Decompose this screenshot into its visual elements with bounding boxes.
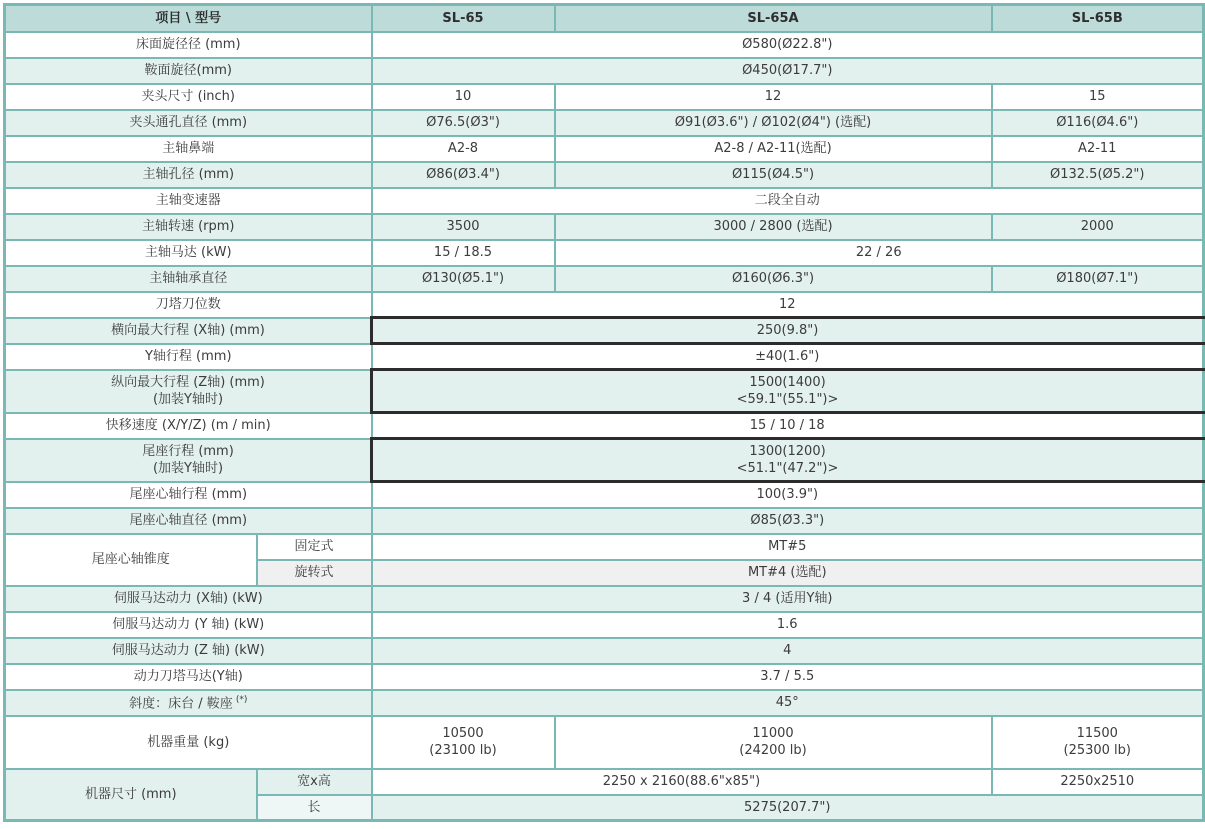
cell-value: 12 [764, 89, 782, 104]
row-label: 床面旋径径 (mm) [135, 37, 241, 52]
spec-value-cell [372, 370, 1204, 413]
spec-value-cell [555, 110, 992, 136]
row-label: 尾座行程 (mm) [142, 444, 234, 459]
spec-label-cell [5, 266, 372, 292]
cell-value: 100(3.9") [756, 487, 819, 503]
spec-value-cell [555, 266, 992, 292]
cell-value: Ø115(Ø4.5") [731, 167, 815, 182]
cell-value: 4 [783, 643, 792, 658]
spec-label-cell [5, 162, 372, 188]
cell-value: 2250x2510 [1060, 774, 1135, 789]
spec-label-cell [5, 110, 372, 136]
spec-value-cell [372, 188, 1204, 214]
table-row [5, 716, 1204, 769]
spec-value-cell [555, 84, 992, 110]
spec-label-cell [5, 136, 372, 162]
row-label: 刀塔刀位数 [155, 297, 221, 312]
table-row [5, 344, 1204, 370]
row-label: 主轴转速 (rpm) [141, 219, 235, 234]
row-sublabel: 固定式 [294, 539, 334, 554]
spec-group-cell [5, 769, 257, 821]
cell-value: 1300(1200) [749, 444, 826, 459]
table-row [5, 214, 1204, 240]
cell-value-line2: <59.1"(55.1")> [736, 392, 839, 407]
spec-value-cell [372, 266, 555, 292]
cell-value: A2-11 [1078, 141, 1117, 156]
spec-table [3, 3, 1205, 822]
table-row [5, 612, 1204, 638]
spec-value-cell [992, 110, 1204, 136]
row-label: 伺服马达动力 (X轴) (kW) [113, 591, 263, 606]
spec-value-cell [992, 84, 1204, 110]
spec-value-cell [372, 344, 1204, 370]
spec-value-cell [372, 534, 1204, 560]
cell-value-line2: (25300 lb) [1063, 743, 1131, 758]
spec-value-cell [372, 664, 1204, 690]
header-model-sl65a [555, 5, 992, 32]
spec-value-cell [372, 508, 1204, 534]
table-row [5, 318, 1204, 344]
table-row [5, 534, 1204, 560]
cell-value: Ø180(Ø7.1") [1056, 271, 1139, 286]
cell-value: 10 [454, 89, 472, 104]
spec-label-cell [5, 188, 372, 214]
spec-value-cell [555, 162, 992, 188]
cell-value: Ø116(Ø4.6") [1056, 115, 1139, 130]
row-label: 动力刀塔马达(Y轴) [133, 669, 243, 684]
cell-value: Ø86(Ø3.4") [426, 167, 500, 182]
spec-value-cell [372, 612, 1204, 638]
row-label-line2: (加装Y轴时) [152, 461, 224, 476]
header-corner-label: 项目 \ 型号 [155, 10, 222, 26]
cell-value: 3.7 / 5.5 [760, 669, 815, 684]
spec-value-cell [372, 58, 1204, 84]
spec-label-cell [5, 690, 372, 716]
spec-label-cell [5, 370, 372, 413]
spec-value-cell [372, 795, 1204, 821]
spec-label-cell [5, 58, 372, 84]
cell-value: 250(9.8") [756, 323, 819, 338]
spec-label-cell [5, 638, 372, 664]
spec-value-cell [372, 136, 555, 162]
table-row [5, 439, 1204, 482]
table-row [5, 690, 1204, 716]
table-row [5, 638, 1204, 664]
table-row [5, 240, 1204, 266]
spec-label-cell [5, 240, 372, 266]
cell-value: MT#4 (选配) [747, 565, 827, 580]
row-label: Y轴行程 (mm) [144, 349, 232, 364]
row-sublabel: 旋转式 [294, 565, 334, 580]
cell-value: 15 / 18.5 [433, 245, 493, 260]
spec-label-cell [5, 344, 372, 370]
spec-value-cell [992, 266, 1204, 292]
row-label: 斜度：床台 / 鞍座 [129, 696, 233, 712]
table-row [5, 32, 1204, 58]
spec-label-cell [5, 32, 372, 58]
row-label: 伺服马达动力 (Y 轴) (kW) [112, 617, 265, 632]
cell-value: Ø160(Ø6.3") [731, 271, 815, 286]
spec-sublabel-cell [257, 769, 372, 795]
spec-value-cell [992, 769, 1204, 795]
spec-value-cell [992, 162, 1204, 188]
spec-label-cell [5, 612, 372, 638]
spec-value-cell [372, 84, 555, 110]
cell-value: 1.6 [776, 617, 798, 632]
cell-value: 3500 [446, 219, 480, 234]
cell-value: Ø76.5(Ø3") [426, 115, 500, 130]
spec-value-cell [372, 32, 1204, 58]
table-row [5, 413, 1204, 439]
cell-value: 15 [1088, 89, 1106, 104]
cell-value: 10500 [442, 726, 484, 741]
spec-value-cell [372, 560, 1204, 586]
footnote-marker: (*) [235, 695, 248, 706]
table-row [5, 586, 1204, 612]
row-sublabel: 宽x高 [297, 774, 331, 789]
table-row [5, 58, 1204, 84]
spec-label-cell [5, 413, 372, 439]
spec-value-cell [372, 162, 555, 188]
table-row [5, 292, 1204, 318]
header-model-label: SL-65B [1071, 10, 1123, 26]
spec-value-cell [992, 136, 1204, 162]
header-model-label: SL-65A [747, 10, 799, 26]
spec-value-cell [555, 240, 1204, 266]
spec-value-cell [372, 769, 992, 795]
spec-label-cell [5, 292, 372, 318]
cell-value: 1500(1400) [749, 375, 826, 390]
cell-value: Ø132.5(Ø5.2") [1050, 167, 1145, 182]
cell-value: 11500 [1076, 726, 1118, 741]
spec-value-cell [372, 110, 555, 136]
row-label: 主轴孔径 (mm) [142, 167, 235, 182]
table-row [5, 136, 1204, 162]
cell-value-line2: <51.1"(47.2")> [736, 461, 839, 476]
spec-value-cell [372, 586, 1204, 612]
spec-value-cell [372, 240, 555, 266]
cell-value: 二段全自动 [754, 193, 820, 208]
spec-label-cell [5, 482, 372, 508]
cell-value: ±40(1.6") [755, 349, 820, 364]
spec-value-cell [372, 638, 1204, 664]
cell-value: 12 [778, 296, 796, 312]
spec-value-cell [372, 292, 1204, 318]
spec-sublabel-cell [257, 534, 372, 560]
header-model-sl65 [372, 5, 555, 32]
spec-value-cell [555, 716, 992, 769]
table-row [5, 84, 1204, 110]
table-row [5, 769, 1204, 795]
spec-value-cell [372, 439, 1204, 482]
spec-value-cell [555, 214, 992, 240]
spec-value-cell [992, 716, 1204, 769]
header-corner-cell [5, 5, 372, 32]
table-row [5, 370, 1204, 413]
spec-label-cell [5, 439, 372, 482]
cell-value: 15 / 10 / 18 [749, 418, 825, 433]
row-label: 尾座心轴直径 (mm) [129, 513, 248, 528]
cell-value: Ø130(Ø5.1") [421, 271, 505, 286]
table-row [5, 162, 1204, 188]
spec-label-cell [5, 664, 372, 690]
spec-value-cell [372, 482, 1204, 508]
row-label: 主轴变速器 [155, 193, 221, 208]
spec-value-cell [372, 318, 1204, 344]
spec-sublabel-cell [257, 560, 372, 586]
table-row [5, 482, 1204, 508]
row-label: 主轴轴承直径 [149, 271, 228, 286]
spec-sublabel-cell [257, 795, 372, 821]
row-label: 主轴鼻端 [162, 141, 215, 156]
row-label: 夹头通孔直径 (mm) [129, 115, 248, 130]
row-label: 机器重量 (kg) [147, 734, 230, 750]
cell-value: 2250 x 2160(88.6"x85") [602, 774, 761, 789]
row-group-label: 尾座心轴锥度 [91, 552, 170, 567]
header-model-label: SL-65 [442, 10, 484, 26]
row-label: 横向最大行程 (X轴) (mm) [111, 323, 265, 338]
row-group-label: 机器尺寸 (mm) [84, 786, 177, 802]
table-header-row [5, 5, 1204, 32]
cell-value: Ø91(Ø3.6") / Ø102(Ø4") (选配) [674, 115, 872, 130]
cell-value: 11000 [752, 726, 794, 741]
spec-label-cell [5, 716, 372, 769]
cell-value: 2000 [1080, 219, 1114, 234]
row-label: 夹头尺寸 (inch) [141, 89, 235, 104]
table-row [5, 110, 1204, 136]
cell-value: Ø580(Ø22.8") [742, 37, 833, 52]
cell-value: A2-8 [447, 141, 479, 156]
row-sublabel: 长 [307, 799, 321, 815]
spec-label-cell [5, 318, 372, 344]
spec-value-cell [992, 214, 1204, 240]
row-label: 伺服马达动力 (Z 轴) (kW) [111, 643, 265, 658]
spec-label-cell [5, 214, 372, 240]
row-label: 尾座心轴行程 (mm) [129, 487, 248, 502]
spec-label-cell [5, 508, 372, 534]
row-label: 主轴马达 (kW) [144, 245, 232, 260]
spec-value-cell [372, 690, 1204, 716]
cell-value: Ø85(Ø3.3") [750, 513, 825, 528]
cell-value: 3000 / 2800 (选配) [713, 219, 833, 234]
spec-value-cell [372, 413, 1204, 439]
spec-value-cell [372, 716, 555, 769]
table-row [5, 508, 1204, 534]
cell-value: MT#5 [768, 539, 807, 554]
cell-value-line2: (23100 lb) [429, 743, 497, 758]
cell-value: 3 / 4 (适用Y轴) [742, 591, 833, 606]
row-label-line2: (加装Y轴时) [152, 392, 224, 407]
spec-label-cell [5, 586, 372, 612]
table-row [5, 664, 1204, 690]
table-row [5, 188, 1204, 214]
cell-value: 45° [775, 695, 799, 710]
row-label: 快移速度 (X/Y/Z) (m / min) [105, 418, 271, 433]
cell-value-line2: (24200 lb) [739, 743, 807, 758]
cell-value: 22 / 26 [855, 245, 902, 260]
spec-label-cell [5, 84, 372, 110]
row-label: 纵向最大行程 (Z轴) (mm) [111, 375, 265, 390]
cell-value: Ø450(Ø17.7") [742, 63, 833, 78]
table-row [5, 266, 1204, 292]
spec-group-cell [5, 534, 257, 586]
header-model-sl65b [992, 5, 1204, 32]
spec-value-cell [372, 214, 555, 240]
cell-value: 5275(207.7") [744, 799, 831, 815]
row-label: 鞍面旋径(mm) [144, 63, 232, 78]
spec-value-cell [555, 136, 992, 162]
cell-value: A2-8 / A2-11(选配) [714, 141, 832, 156]
